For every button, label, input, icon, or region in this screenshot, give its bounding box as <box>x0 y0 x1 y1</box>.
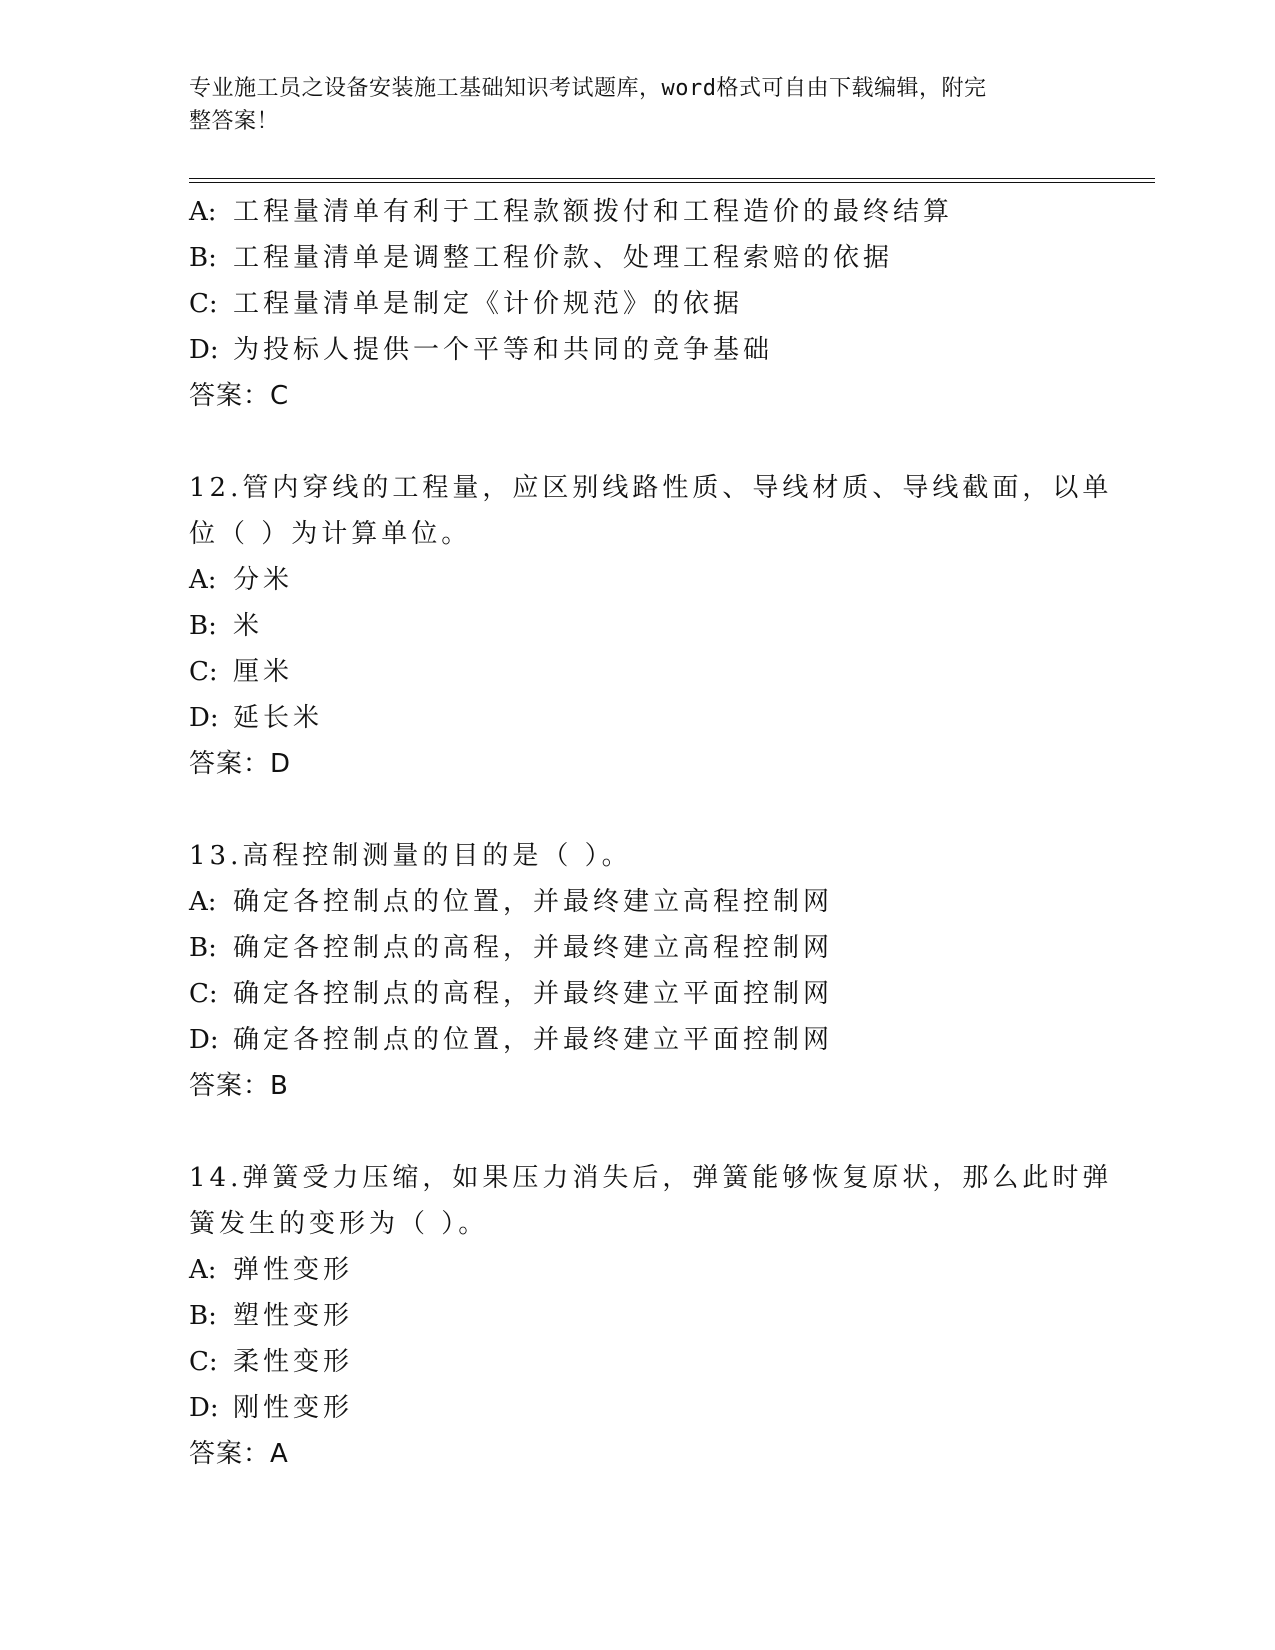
question-14 <box>189 1155 1149 1477</box>
header-line-1: 专业施工员之设备安装施工基础知识考试题库，word格式可自由下载编辑，附完 <box>189 76 987 101</box>
question-text-line-1: 13.高程控制测量的目的是（ ）。 <box>189 841 632 871</box>
answer-line: 答案：A <box>189 1439 289 1469</box>
header-double-rule <box>189 178 1155 183</box>
option-b: B: 米 <box>189 611 264 641</box>
question-13 <box>189 833 1149 1109</box>
header-line-2: 整答案！ <box>189 109 280 134</box>
option-d: D: 延长米 <box>189 703 324 733</box>
option-d: D: 为投标人提供一个平等和共同的竞争基础 <box>189 335 774 365</box>
question-text-line-1: 14.弹簧受力压缩，如果压力消失后，弹簧能够恢复原状，那么此时弹 <box>189 1163 1113 1193</box>
option-a: A: 工程量清单有利于工程款额拨付和工程造价的最终结算 <box>189 197 954 227</box>
option-c: C: 工程量清单是制定《计价规范》的依据 <box>189 289 744 319</box>
answer-line: 答案：D <box>189 749 292 779</box>
option-c: C: 柔性变形 <box>189 1347 354 1377</box>
question-11 <box>189 189 1149 419</box>
option-d: D: 确定各控制点的位置，并最终建立平面控制网 <box>189 1025 834 1055</box>
option-b: B: 确定各控制点的高程，并最终建立高程控制网 <box>189 933 834 963</box>
option-a: A: 弹性变形 <box>189 1255 354 1285</box>
option-c: C: 厘米 <box>189 657 294 687</box>
question-text-line-2: 位（ ）为计算单位。 <box>189 519 472 549</box>
question-text-line-2: 簧发生的变形为（ ）。 <box>189 1209 489 1239</box>
answer-line: 答案：B <box>189 1071 289 1101</box>
spacer <box>189 1109 1149 1155</box>
option-a: A: 分米 <box>189 565 294 595</box>
spacer <box>189 787 1149 833</box>
question-12 <box>189 465 1149 787</box>
option-b: B: 工程量清单是调整工程价款、处理工程索赔的依据 <box>189 243 894 273</box>
answer-line: 答案：C <box>189 381 290 411</box>
option-d: D: 刚性变形 <box>189 1393 354 1423</box>
spacer <box>189 419 1149 465</box>
option-c: C: 确定各控制点的高程，并最终建立平面控制网 <box>189 979 834 1009</box>
option-b: B: 塑性变形 <box>189 1301 354 1331</box>
question-text-line-1: 12.管内穿线的工程量，应区别线路性质、导线材质、导线截面，以单 <box>189 473 1113 503</box>
question-list <box>189 189 1149 1477</box>
option-a: A: 确定各控制点的位置，并最终建立高程控制网 <box>189 887 834 917</box>
document-header <box>189 72 1089 138</box>
